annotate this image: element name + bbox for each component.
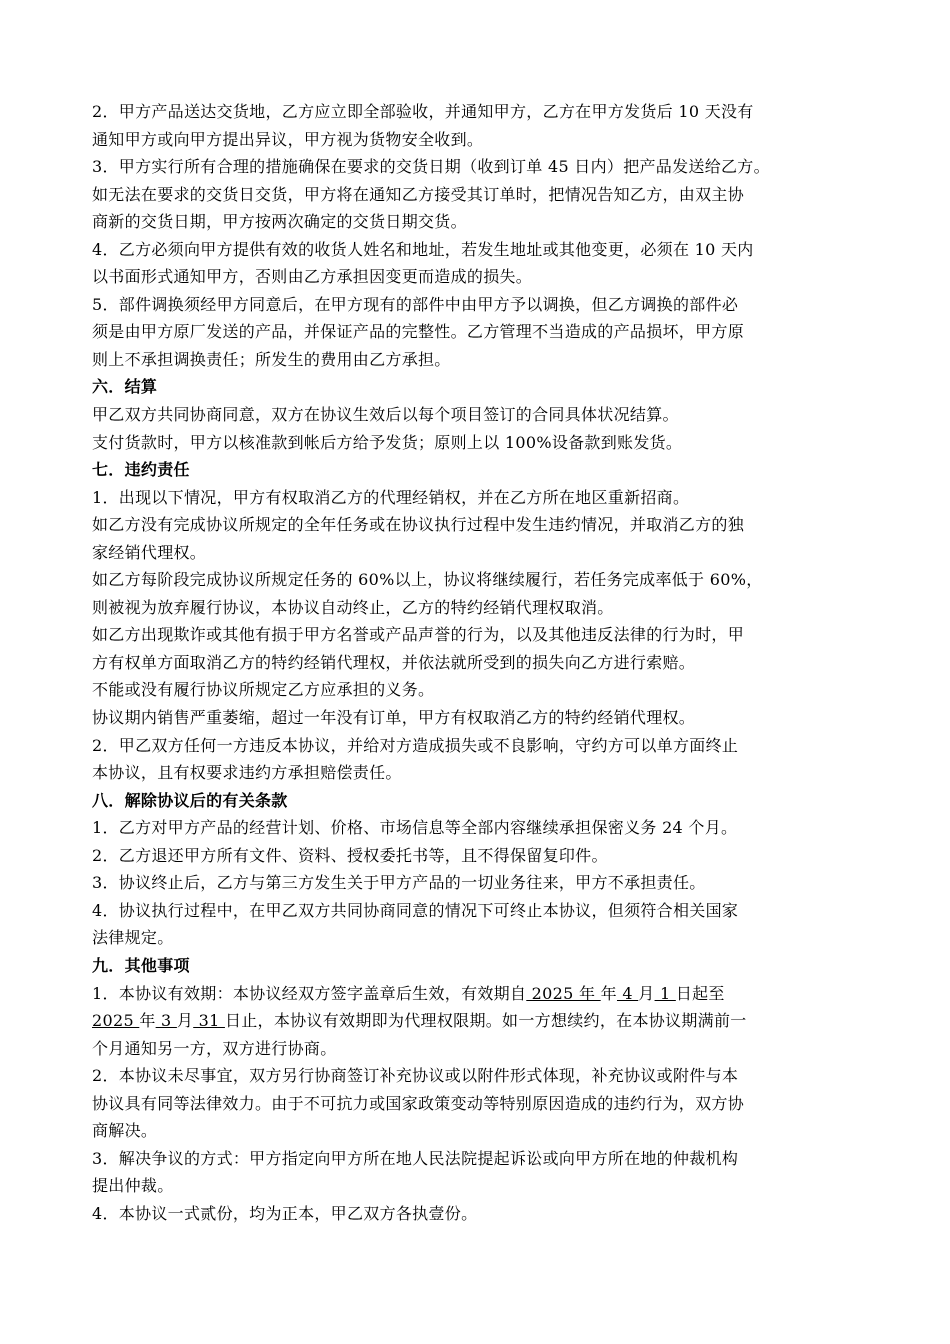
clause-line: 本协议，且有权要求违约方承担赔偿责任。 [92,763,402,783]
validity-line-3: 个月通知另一方，双方进行协商。 [92,1038,337,1058]
clause-line: 协议具有同等法律效力。由于不可抗力或国家政策变动等特别原因造成的违约行为，双方协 [92,1093,745,1113]
validity-end-month: 3 [155,1011,177,1031]
validity-start-day: 1 [654,983,676,1003]
clause-line: 如乙方没有完成协议所规定的全年任务或在协议执行过程中发生违约情况，并取消乙方的独 [92,515,745,535]
clause-line: 商新的交货日期，甲方按两次确定的交货日期交货。 [92,212,467,232]
validity-from-label: 日起至 [675,983,725,1003]
clause-line: 则上不承担调换责任；所发生的费用由乙方承担。 [92,349,451,369]
clause-line: 2．乙方退还甲方所有文件、资料、授权委托书等，且不得保留复印件。 [92,845,608,865]
clause-line: 4．协议执行过程中，在甲乙双方共同协商同意的情况下可终止本协议，但须符合相关国家 [92,900,739,920]
document-body [92,98,858,1227]
clause-line: 3．解决争议的方式：甲方指定向甲方所在地人民法院提起诉讼或向甲方所在地的仲裁机构 [92,1148,739,1168]
clause-line: 甲乙双方共同协商同意，双方在协议生效后以每个项目签订的合同具体状况结算。 [92,405,679,425]
clause-line: 不能或没有履行协议所规定乙方应承担的义务。 [92,680,435,700]
validity-year-label-2: 年 [139,1011,156,1031]
section-heading-termination: 八．解除协议后的有关条款 [92,790,288,810]
clause-line: 商解决。 [92,1121,158,1141]
validity-start-month: 4 [616,983,639,1003]
validity-end-year: 2025 [92,1011,140,1031]
clause-line: 1．乙方对甲方产品的经营计划、价格、市场信息等全部内容继续承担保密义务 24 个月。 [92,818,738,838]
clause-line: 提出仲裁。 [92,1176,174,1196]
validity-end-day: 31 [193,1011,225,1031]
clause-line: 2．甲方产品送达交货地，乙方应立即全部验收，并通知甲方，乙方在甲方发货后 10 天没有 [92,102,754,121]
validity-month-label: 月 [638,983,655,1003]
clause-line: 如无法在要求的交货日交货，甲方将在通知乙方接受其订单时，把情况告知乙方，由双主协 [92,184,745,204]
clause-line: 如乙方出现欺诈或其他有损于甲方名誉或产品声誉的行为，以及其他违反法律的行为时，甲 [92,625,745,645]
clause-line: 2．甲乙双方任何一方违反本协议，并给对方造成损失或不良影响，守约方可以单方面终止 [92,735,739,755]
clause-line: 通知甲方或向甲方提出异议，甲方视为货物安全收到。 [92,129,484,149]
clause-line: 4．本协议一式贰份，均为正本，甲乙双方各执壹份。 [92,1203,478,1223]
validity-line-2 [92,1007,858,1035]
validity-start-year: 2025 年 [526,983,601,1003]
clause-line: 协议期内销售严重萎缩，超过一年没有订单，甲方有权取消乙方的特约经销代理权。 [92,708,696,728]
validity-month-label-2: 月 [176,1011,194,1031]
clause-line: 3．协议终止后，乙方与第三方发生关于甲方产品的一切业务往来，甲方不承担责任。 [92,873,706,893]
clause-line: 方有权单方面取消乙方的特约经销代理权，并依法就所受到的损失向乙方进行索赔。 [92,652,696,672]
clause-line: 如乙方每阶段完成协议所规定任务的 60%以上，协议将继续履行，若任务完成率低于 60%， [92,570,763,590]
clause-line: 须是由甲方原厂发送的产品，并保证产品的完整性。乙方管理不当造成的产品损坏，甲方原 [92,322,745,342]
validity-prefix: 1．本协议有效期：本协议经双方签字盖章后生效，有效期自 [92,983,527,1003]
clause-line: 4．乙方必须向甲方提供有效的收货人姓名和地址，若发生地址或其他变更，必须在 10 天内 [92,239,754,259]
validity-suffix: 日止，本协议有效期即为代理权限期。如一方想续约，在本协议期满前一 [224,1011,747,1031]
clause-line: 支付货款时，甲方以核准款到帐后方给予发货；原则上以 100%设备款到账发货。 [92,432,683,452]
validity-year-label: 年 [600,983,617,1003]
clause-line: 以书面形式通知甲方，否则由乙方承担因变更而造成的损失。 [92,267,533,287]
clause-line: 家经销代理权。 [92,542,207,562]
clause-line: 2．本协议未尽事宜，双方另行协商签订补充协议或以附件形式体现，补充协议或附件与本 [92,1066,739,1086]
validity-line-1 [92,980,858,1008]
section-heading-settlement: 六．结算 [92,377,158,397]
clause-line: 1．出现以下情况，甲方有权取消乙方的代理经销权，并在乙方所在地区重新招商。 [92,487,690,507]
section-heading-liability: 七．违约责任 [92,460,190,480]
clause-line: 3．甲方实行所有合理的措施确保在要求的交货日期（收到订单 45 日内）把产品发送给乙方。 [92,157,770,177]
clause-line: 法律规定。 [92,928,174,948]
clause-line: 则被视为放弃履行协议，本协议自动终止，乙方的特约经销代理权取消。 [92,597,614,617]
section-heading-other: 九．其他事项 [92,955,190,975]
clause-line: 5．部件调换须经甲方同意后，在甲方现有的部件中由甲方予以调换，但乙方调换的部件必 [92,294,739,314]
